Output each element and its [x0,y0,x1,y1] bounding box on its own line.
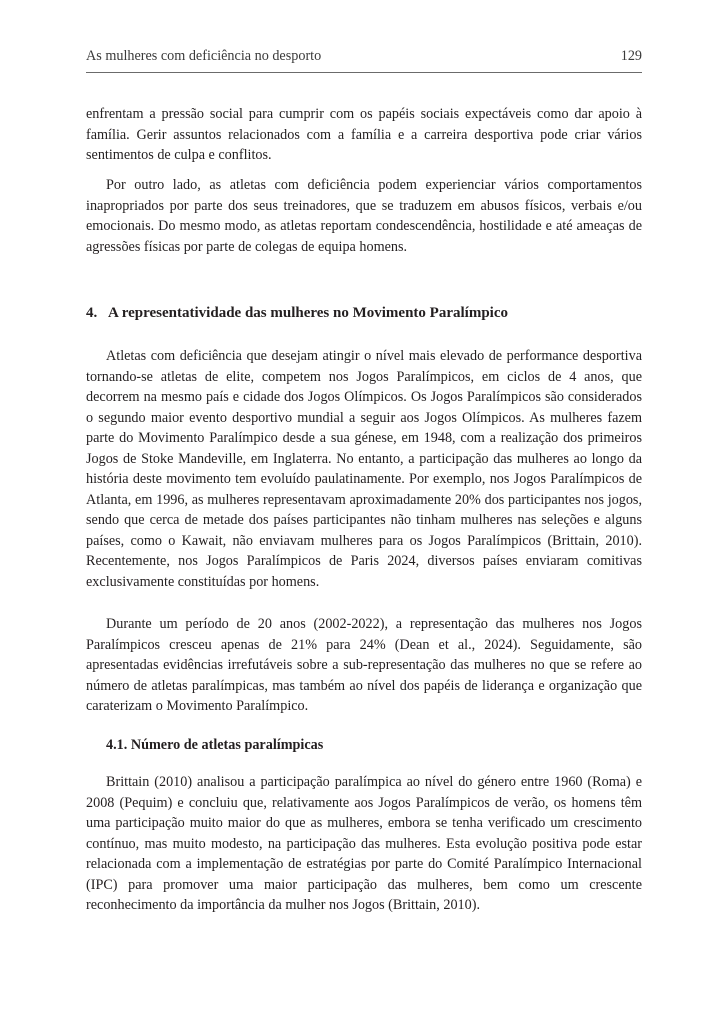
running-title: As mulheres com deficiência no desporto [86,48,322,64]
section-number: 4. [86,305,98,321]
paragraph-3: Atletas com deficiência que desejam atingir o nível mais elevado de performance desportiva tornando-se atletas de elite, competem nos Jogos Paralímpicos, em ciclos de 4 anos, que decorrem na mesmo país e cidade dos Jogos Olímpicos. Os Jogos Paralímpicos são considerados o segundo maior evento desportivo mundial a seguir aos Jogos Olímpicos. As mulheres fazem parte do Movimento Paralímpico desde a sua génese, em 1948, com a realização dos primeiros Jogos de Stoke Mandeville, em Inglaterra. No entanto, a participação das mulheres ao longo da história deste movimento tem evoluído paulatinamente. Por exemplo, nos Jogos Paralímpicos de Atlanta, em 1996, as mulheres representavam aproximadamente 20% dos participantes nos jogos, sendo que cerca de metade dos países participantes não tinham mulheres nas seleções e alguns países, como o Kawait, não enviavam mulheres para os Jogos Paralímpicos (Brittain, 2010). Recentemente, nos Jogos Paralímpicos de Paris 2024, diversos países enviaram comitivas exclusivamente constituídas por homens. [86,348,642,590]
section-title: A representatividade das mulheres no Movimento Paralímpico [108,305,508,321]
page-number: 129 [620,48,642,64]
subsection-heading-4-1 [106,735,642,755]
header-divider [86,72,642,73]
paragraph-1: enfrentam a pressão social para cumprir com os papéis sociais expectáveis como dar apoio à família. Gerir assuntos relacionados com a família e a carreira desportiva pode criar vários sentimentos de culpa e conflitos. [86,106,642,163]
paragraph-2: Por outro lado, as atletas com deficiência podem experienciar vários comportamentos inapropriados por parte dos seus treinadores, que se traduzem em abusos físicos, verbais e/ou emocionais. Do mesmo modo, as atletas reportam condescendência, hostilidade e até ameaças de agressões físicas por parte de colegas de equipa homens. [86,177,642,255]
subsection-title: Número de atletas paralímpicas [130,737,324,753]
paragraph-4: Durante um período de 20 anos (2002-2022), a representação das mulheres nos Jogos Paralímpicos cresceu apenas de 21% para 24% (Dean et al., 2024). Seguidamente, são apresentadas evidências irrefutáveis sobre a sub-representação das mulheres no que se refere ao número de atletas paralímpicas, mas também ao nível dos papéis de liderança e organização que caraterizam o Movimento Paralímpico. [86,616,642,714]
subsection-number: 4.1. [106,737,128,753]
paragraph-5: Brittain (2010) analisou a participação paralímpica ao nível do género entre 1960 (Roma) e 2008 (Pequim) e concluiu que, relativamente aos Jogos Paralímpicos de verão, os homens têm uma participação muito maior do que as mulheres, embora se tenha verificado um crescimento contínuo, mas muito modesto, na participação das mulheres. Esta evolução positiva pode estar relacionada com a implementação de estratégias por parte do Comité Paralímpico Internacional (IPC) para promover uma maior participação das mulheres, bem como um crescente reconhecimento da importância da mulher nos Jogos (Brittain, 2010). [86,774,642,913]
running-header [86,46,642,66]
section-heading-4 [86,303,642,323]
